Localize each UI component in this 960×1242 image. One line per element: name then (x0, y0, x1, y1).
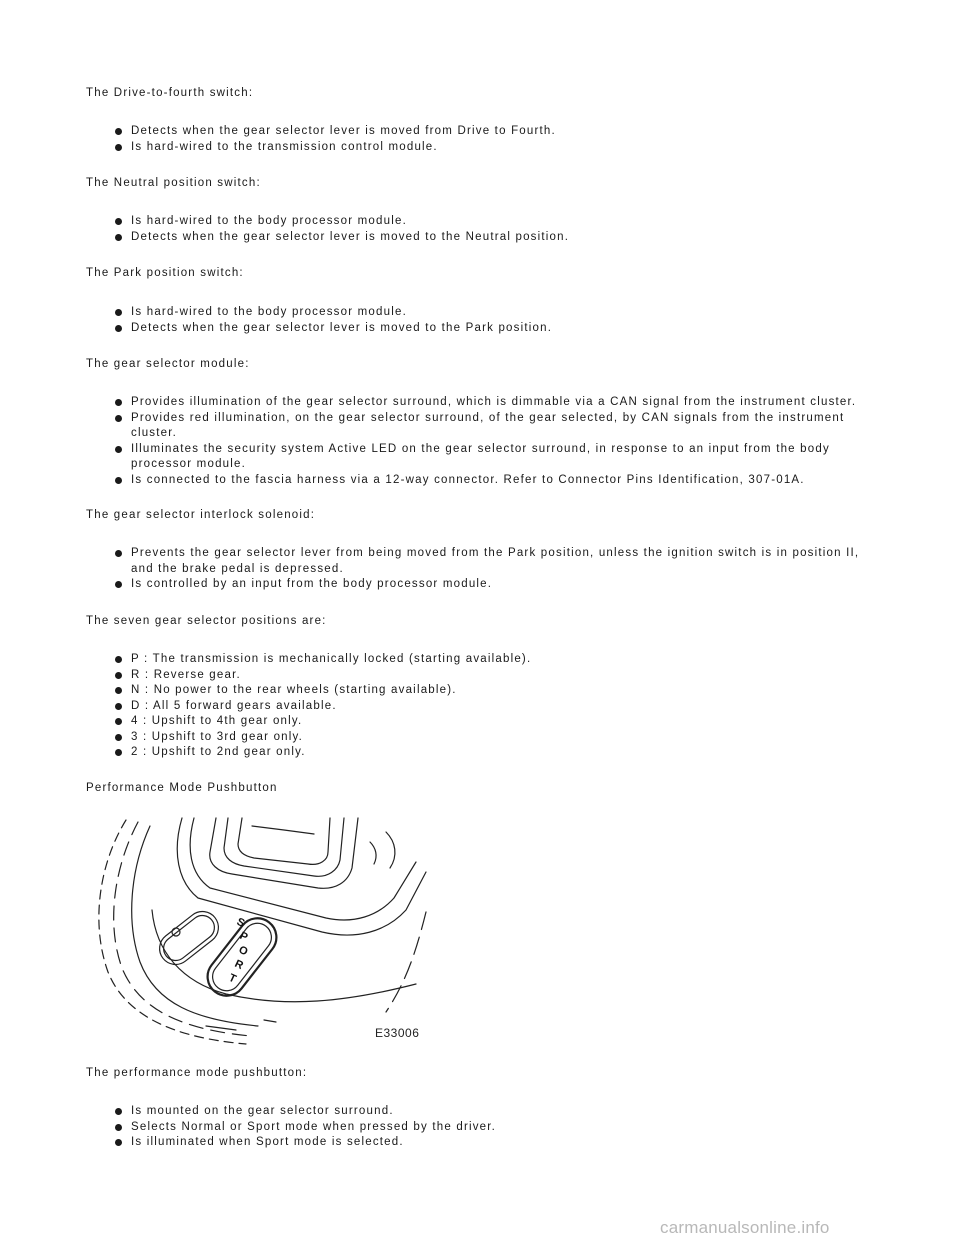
list-item: Detects when the gear selector lever is moved from Drive to Fourth. (0, 124, 960, 140)
section-heading: The Drive-to-fourth switch: (86, 87, 254, 99)
bullet-list (0, 395, 960, 488)
bullet-icon (115, 399, 122, 406)
bullet-icon (115, 477, 122, 484)
figure-title: Performance Mode Pushbutton (86, 782, 278, 794)
bullet-icon (115, 734, 122, 741)
bullet-icon (115, 144, 122, 151)
list-item: Is hard-wired to the body processor module. (0, 305, 960, 321)
bullet-icon (115, 234, 122, 241)
list-item: Selects Normal or Sport mode when pressed by the driver. (0, 1120, 960, 1136)
list-item: Is hard-wired to the transmission control module. (0, 140, 960, 156)
bullet-list (0, 124, 960, 155)
list-item: 4 : Upshift to 4th gear only. (0, 714, 960, 730)
bullet-icon (115, 656, 122, 663)
bullet-icon (115, 325, 122, 332)
list-item: Prevents the gear selector lever from being moved from the Park position, unless the ignition switch is in position II, and the brake pedal is depressed. (0, 546, 960, 577)
list-item: Detects when the gear selector lever is moved to the Park position. (0, 321, 960, 337)
section-heading: The gear selector module: (86, 358, 250, 370)
section-heading: The Neutral position switch: (86, 177, 261, 189)
list-item: 2 : Upshift to 2nd gear only. (0, 745, 960, 761)
section-heading: The gear selector interlock solenoid: (86, 509, 316, 521)
list-item: Provides illumination of the gear selector surround, which is dimmable via a CAN signal from the instrument cluster. (0, 395, 960, 411)
section-heading: The performance mode pushbutton: (86, 1067, 308, 1079)
bullet-icon (115, 703, 122, 710)
figure-label: E33006 (375, 1026, 420, 1040)
bullet-icon (115, 128, 122, 135)
list-item: D : All 5 forward gears available. (0, 699, 960, 715)
list-item: Illuminates the security system Active LED on the gear selector surround, in response to an input from the body processor module. (0, 442, 960, 473)
bullet-list (0, 546, 960, 593)
bullet-icon (115, 446, 122, 453)
section-heading: The Park position switch: (86, 267, 244, 279)
list-item: Is connected to the fascia harness via a 12-way connector. Refer to Connector Pins Identification, 307-01A. (0, 473, 960, 489)
list-item: Provides red illumination, on the gear selector surround, of the gear selected, by CAN signals from the instrument cluster. (0, 411, 960, 442)
bullet-icon (115, 309, 122, 316)
list-item: Is mounted on the gear selector surround. (0, 1104, 960, 1120)
bullet-icon (115, 1124, 122, 1131)
bullet-list (0, 305, 960, 336)
bullet-icon (115, 218, 122, 225)
list-item: Detects when the gear selector lever is moved to the Neutral position. (0, 230, 960, 246)
list-item: Is controlled by an input from the body processor module. (0, 577, 960, 593)
bullet-icon (115, 1139, 122, 1146)
bullet-icon (115, 1108, 122, 1115)
sport-letter-p: P (237, 929, 250, 944)
list-item: Is illuminated when Sport mode is selected. (0, 1135, 960, 1151)
sport-letter-r: R (232, 957, 246, 973)
list-item: Is hard-wired to the body processor module. (0, 214, 960, 230)
list-item: N : No power to the rear wheels (starting available). (0, 683, 960, 699)
bullet-list (0, 652, 960, 761)
bullet-icon (115, 672, 122, 679)
bullet-icon (115, 687, 122, 694)
bullet-icon (115, 718, 122, 725)
list-item: R : Reverse gear. (0, 668, 960, 684)
bullet-icon (115, 550, 122, 557)
sport-letter-o: O (236, 943, 250, 959)
watermark: carmanualsonline.info (660, 1218, 830, 1237)
bullet-icon (115, 749, 122, 756)
bullet-list (0, 1104, 960, 1151)
list-item: 3 : Upshift to 3rd gear only. (0, 730, 960, 746)
bullet-icon (115, 415, 122, 422)
bullet-list (0, 214, 960, 245)
sport-letter-t: T (226, 971, 238, 986)
sport-letter-s: S (234, 915, 247, 930)
bullet-icon (115, 581, 122, 588)
pushbutton-illustration (86, 812, 434, 1048)
list-item: P : The transmission is mechanically locked (starting available). (0, 652, 960, 668)
section-heading: The seven gear selector positions are: (86, 615, 327, 627)
